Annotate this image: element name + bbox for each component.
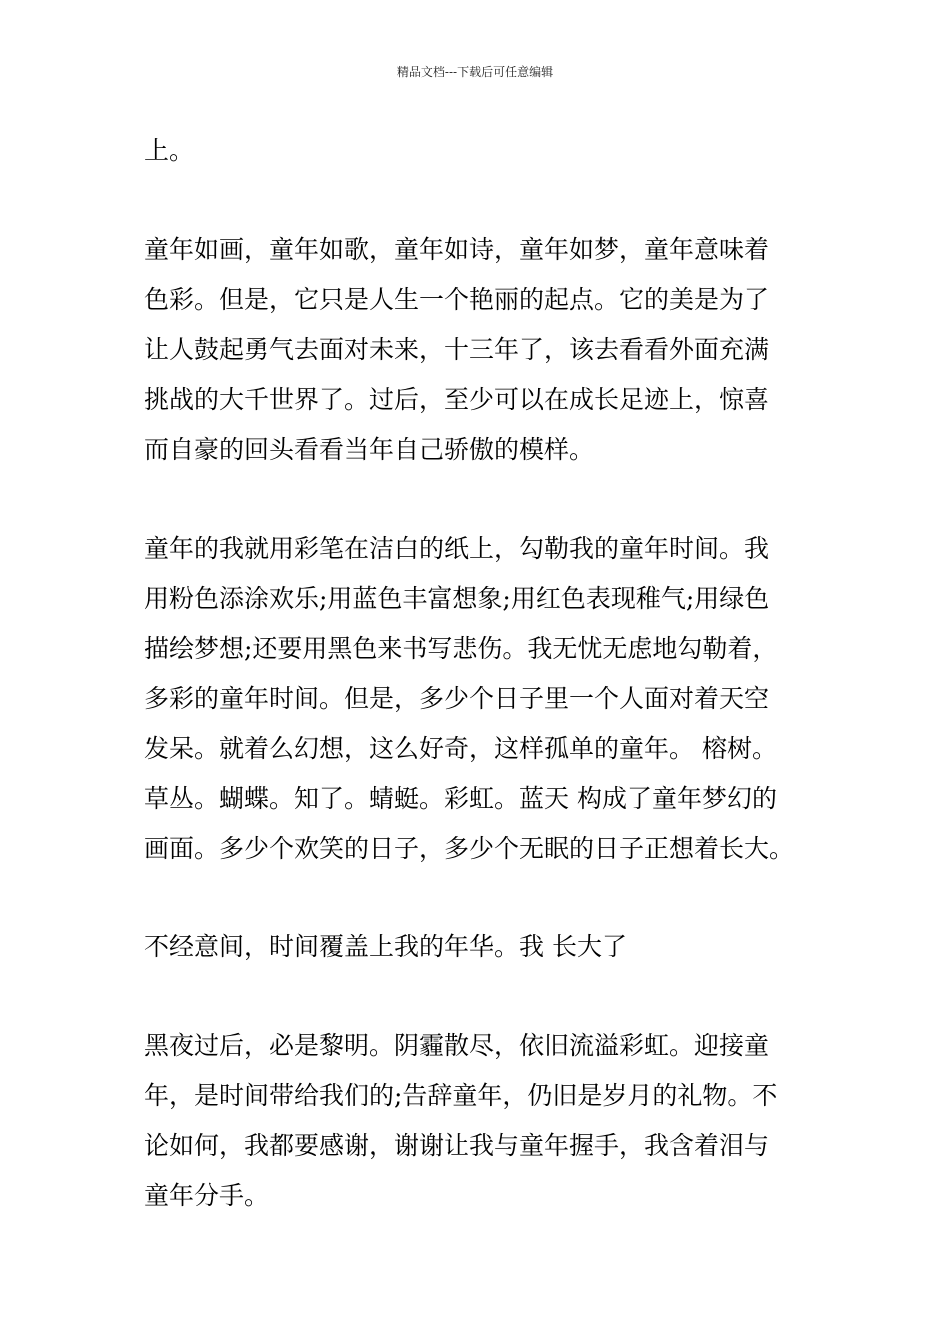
text-line: 童年分手。 — [144, 1181, 270, 1210]
text-line: 发呆。就着么幻想，这么好奇，这样孤单的童年。 榕树。 — [144, 734, 777, 763]
text-line: 色彩。但是，它只是人生一个艳丽的起点。它的美是为了 — [144, 285, 770, 314]
text-line: 画面。多少个欢笑的日子，多少个无眠的日子正想着长大。 — [144, 834, 795, 863]
text-line: 年，是时间带给我们的;告辞童年，仍旧是岁月的礼物。不 — [144, 1081, 778, 1110]
text-line: 上。 — [144, 136, 195, 165]
paragraph-3 — [144, 524, 814, 874]
text-line: 不经意间，时间覆盖上我的年华。我 长大了 — [144, 932, 627, 961]
text-line: 挑战的大千世界了。过后，至少可以在成长足迹上，惊喜 — [144, 385, 770, 414]
text-line: 草丛。蝴蝶。知了。蜻蜓。彩虹。蓝天 构成了童年梦幻的 — [144, 784, 777, 813]
page-header: 精品文档---下载后可任意编辑 — [396, 65, 554, 79]
paragraph-1 — [144, 126, 814, 176]
text-line: 论如何，我都要感谢，谢谢让我与童年握手，我含着泪与 — [144, 1131, 770, 1160]
text-line: 而自豪的回头看看当年自己骄傲的模样。 — [144, 435, 595, 464]
paragraph-4 — [144, 922, 814, 972]
text-line: 让人鼓起勇气去面对未来，十三年了，该去看看外面充满 — [144, 335, 770, 364]
text-line: 黑夜过后，必是黎明。阴霾散尽，依旧流溢彩虹。迎接童 — [144, 1031, 770, 1060]
paragraph-5 — [144, 1021, 814, 1221]
text-line: 描绘梦想;还要用黑色来书写悲伤。我无忧无虑地勾勒着， — [144, 634, 778, 663]
text-line: 用粉色添涂欢乐;用蓝色丰富想象;用红色表现稚气;用绿色 — [144, 584, 770, 613]
text-line: 童年的我就用彩笔在洁白的纸上，勾勒我的童年时间。我 — [144, 534, 770, 563]
paragraph-2 — [144, 225, 814, 475]
text-line: 童年如画，童年如歌，童年如诗，童年如梦，童年意味着 — [144, 235, 770, 264]
text-line: 多彩的童年时间。但是，多少个日子里一个人面对着天空 — [144, 684, 770, 713]
